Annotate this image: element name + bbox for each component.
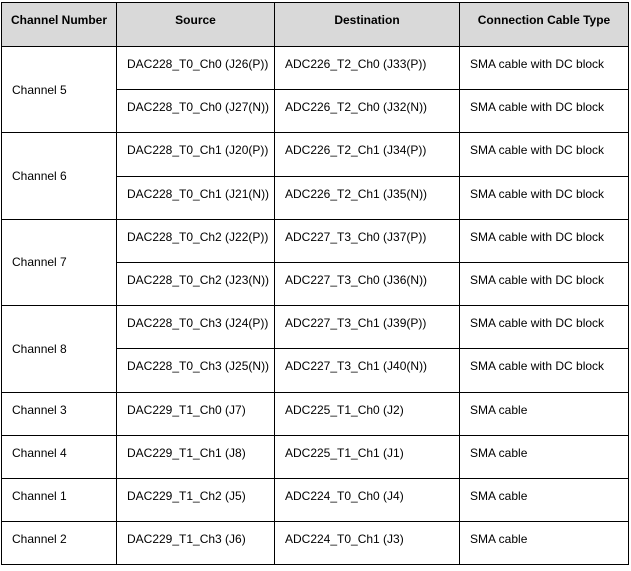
channel-cell: Channel 5	[2, 47, 117, 133]
cable-cell: SMA cable	[460, 478, 629, 521]
header-destination: Destination	[275, 3, 460, 47]
destination-cell: ADC224_T0_Ch1 (J3)	[275, 522, 460, 565]
cable-cell: SMA cable	[460, 392, 629, 435]
header-row	[2, 3, 629, 47]
cable-cell: SMA cable with DC block	[460, 176, 629, 219]
source-cell: DAC228_T0_Ch3 (J25(N))	[117, 349, 275, 392]
table-row	[2, 435, 629, 478]
cable-cell: SMA cable	[460, 435, 629, 478]
cable-cell: SMA cable with DC block	[460, 133, 629, 176]
table-row	[2, 219, 629, 262]
header-cable-type: Connection Cable Type	[460, 3, 629, 47]
cable-cell: SMA cable with DC block	[460, 349, 629, 392]
channel-cell: Channel 1	[2, 478, 117, 521]
header-channel-number: Channel Number	[2, 3, 117, 47]
header-source: Source	[117, 3, 275, 47]
source-cell: DAC229_T1_Ch0 (J7)	[117, 392, 275, 435]
source-cell: DAC229_T1_Ch2 (J5)	[117, 478, 275, 521]
table-row	[2, 133, 629, 176]
destination-cell: ADC224_T0_Ch0 (J4)	[275, 478, 460, 521]
source-cell: DAC228_T0_Ch0 (J26(P))	[117, 47, 275, 90]
channel-cell: Channel 3	[2, 392, 117, 435]
destination-cell: ADC226_T2_Ch1 (J34(P))	[275, 133, 460, 176]
cable-cell: SMA cable with DC block	[460, 306, 629, 349]
table-row	[2, 47, 629, 90]
source-cell: DAC228_T0_Ch2 (J22(P))	[117, 219, 275, 262]
destination-cell: ADC226_T2_Ch1 (J35(N))	[275, 176, 460, 219]
source-cell: DAC228_T0_Ch3 (J24(P))	[117, 306, 275, 349]
channel-cell: Channel 6	[2, 133, 117, 219]
destination-cell: ADC227_T3_Ch0 (J36(N))	[275, 262, 460, 305]
source-cell: DAC228_T0_Ch2 (J23(N))	[117, 262, 275, 305]
channel-cell: Channel 8	[2, 306, 117, 392]
source-cell: DAC228_T0_Ch1 (J20(P))	[117, 133, 275, 176]
channel-cell: Channel 4	[2, 435, 117, 478]
table-row	[2, 478, 629, 521]
source-cell: DAC228_T0_Ch0 (J27(N))	[117, 90, 275, 133]
cable-cell: SMA cable with DC block	[460, 47, 629, 90]
source-cell: DAC229_T1_Ch1 (J8)	[117, 435, 275, 478]
destination-cell: ADC225_T1_Ch0 (J2)	[275, 392, 460, 435]
destination-cell: ADC227_T3_Ch1 (J40(N))	[275, 349, 460, 392]
table-row	[2, 392, 629, 435]
cable-cell: SMA cable with DC block	[460, 262, 629, 305]
destination-cell: ADC227_T3_Ch0 (J37(P))	[275, 219, 460, 262]
table-row	[2, 306, 629, 349]
channel-cell: Channel 7	[2, 219, 117, 305]
cable-cell: SMA cable	[460, 522, 629, 565]
source-cell: DAC229_T1_Ch3 (J6)	[117, 522, 275, 565]
cable-cell: SMA cable with DC block	[460, 90, 629, 133]
destination-cell: ADC225_T1_Ch1 (J1)	[275, 435, 460, 478]
cable-cell: SMA cable with DC block	[460, 219, 629, 262]
destination-cell: ADC227_T3_Ch1 (J39(P))	[275, 306, 460, 349]
source-cell: DAC228_T0_Ch1 (J21(N))	[117, 176, 275, 219]
destination-cell: ADC226_T2_Ch0 (J32(N))	[275, 90, 460, 133]
destination-cell: ADC226_T2_Ch0 (J33(P))	[275, 47, 460, 90]
connection-table	[1, 2, 629, 565]
channel-cell: Channel 2	[2, 522, 117, 565]
table-row	[2, 522, 629, 565]
